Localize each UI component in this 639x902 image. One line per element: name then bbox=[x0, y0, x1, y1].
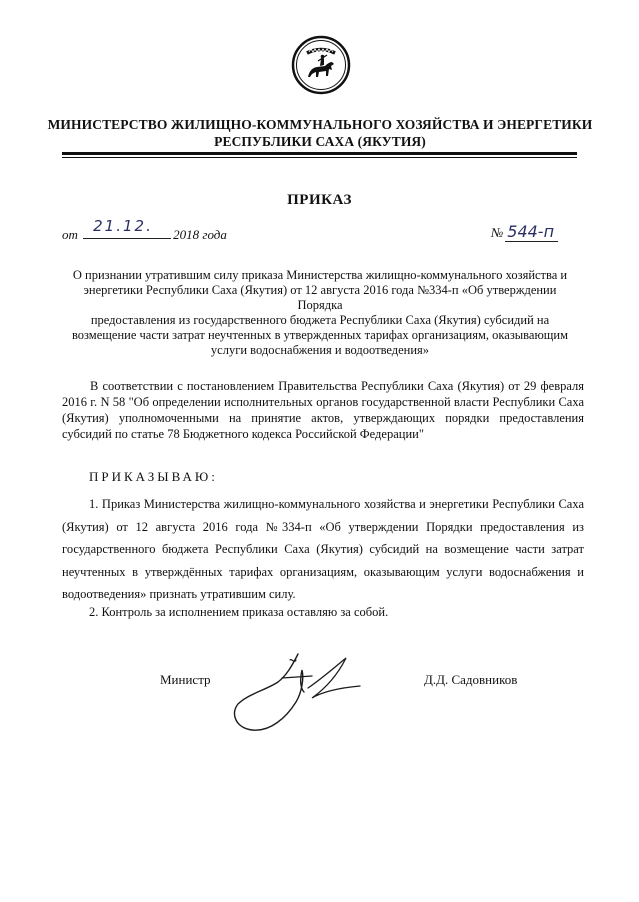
subject-line: энергетики Республики Саха (Якутия) от 12 августа 2016 года №334-п «Об утверждении Порядка bbox=[83, 283, 557, 312]
ministry-title-line1: МИНИСТЕРСТВО ЖИЛИЩНО-КОММУНАЛЬНОГО ХОЗЯЙСТВА И ЭНЕРГЕТИКИ bbox=[47, 117, 593, 132]
ministry-title-line2: РЕСПУБЛИКИ САХА (ЯКУТИЯ) bbox=[214, 134, 426, 149]
number-handwritten: 544-п bbox=[505, 222, 558, 242]
subject-line: О признании утратившим силу приказа Министерства жилищно-коммунального хозяйства и bbox=[72, 268, 568, 282]
basis-paragraph: В соответствии с постановлением Правительства Республики Саха (Якутия) от 29 февраля 2016 г. N 58 "Об определении исполнительных органов государственной власти Республики Саха (Якутия) уполномоченными на принятие актов, утверждающих порядки предоставления субсидий по статье 78 Бюджетного кодекса Российской Федерации" bbox=[62, 379, 584, 441]
subject-line: услуги водоснабжения и водоотведения» bbox=[210, 343, 430, 357]
document-subject bbox=[70, 268, 570, 358]
coat-of-arms-emblem bbox=[291, 35, 351, 95]
date-field bbox=[83, 217, 171, 239]
header-rule-thick bbox=[62, 152, 577, 155]
order-item-2: 2. Контроль за исполнением приказа оставляю за собой. bbox=[89, 605, 389, 619]
handwritten-signature bbox=[226, 648, 376, 738]
number-prefix: № bbox=[491, 225, 504, 240]
subject-line: возмещение части затрат неучтенных в утвержденных тарифах организациям, оказывающим bbox=[71, 328, 569, 342]
document-number bbox=[491, 222, 558, 242]
signatory-position: Министр bbox=[160, 672, 211, 687]
signatory-name: Д.Д. Садовников bbox=[424, 672, 518, 687]
order-heading: ПРИКАЗЫВАЮ: bbox=[89, 469, 218, 484]
document-title: ПРИКАЗ bbox=[287, 192, 352, 208]
date-prefix: от bbox=[62, 227, 78, 242]
subject-line: предоставления из государственного бюджета Республики Саха (Якутия) субсидий на bbox=[90, 313, 550, 327]
date-suffix: 2018 года bbox=[173, 227, 227, 242]
document-date bbox=[62, 217, 227, 243]
ministry-title bbox=[40, 116, 600, 150]
order-item-1: 1. Приказ Министерства жилищно-коммунального хозяйства и энергетики Республики Саха (Якутия) от 12 августа 2016 года №334-п «Об утверждении Порядки предоставления из государственного бюджета Республики Саха (Якутия) субсидий на возмещение части затрат неучтенных в утверждённых тарифах организациям, оказывающим услуги водоснабжения и водоотведения» признать утратившим силу. bbox=[62, 497, 584, 601]
header-rule-thin bbox=[62, 157, 577, 158]
date-handwritten: 21.12. bbox=[93, 217, 153, 235]
